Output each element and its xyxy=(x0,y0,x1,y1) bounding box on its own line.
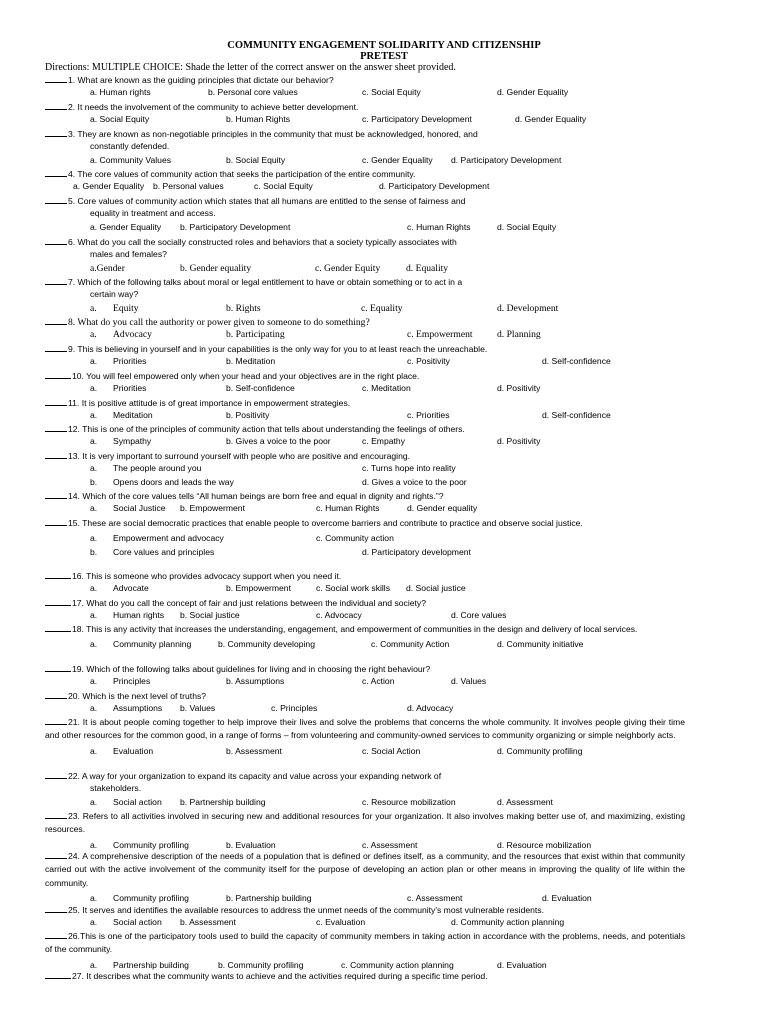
option-d: d. Values xyxy=(451,676,487,687)
option-d: d. Gender Equality xyxy=(497,87,569,98)
option-c: c. Turns hope into reality xyxy=(362,463,456,474)
question-2 xyxy=(45,100,685,127)
question-text: 18. This is any activity that increases the understanding, engagement, and empowerment of communities in the design and delivery of local services. xyxy=(72,624,638,634)
answer-blank xyxy=(45,315,67,325)
option-b: b. Gender equality xyxy=(180,262,252,274)
question-text: 25. It serves and identifies the available resources to address the unmet needs of the community's most vulnerable residents. xyxy=(68,905,544,915)
option-c: c. Resource mobilization xyxy=(362,796,456,807)
option-a-letter: a. xyxy=(90,745,98,756)
answer-blank xyxy=(45,689,67,699)
option-b: b. Community profiling xyxy=(218,959,304,970)
question-18 xyxy=(45,622,685,652)
option-c: c. Empathy xyxy=(362,436,405,447)
question-20 xyxy=(45,689,685,716)
question-text: 21. It is about people coming together to help improve their lives and solve the problems that concerns the whole community. It involves people giving their time and other resources for the common good, in a range of forms – from volunteering and community-owned services to community organizing or simple neighborly acts. xyxy=(45,717,685,741)
question-14 xyxy=(45,489,685,516)
option-a: a. Gender Equality xyxy=(90,221,162,232)
question-22 xyxy=(45,769,685,809)
option-a-letter: a. xyxy=(90,839,98,850)
answer-blank xyxy=(45,809,67,819)
answer-blank xyxy=(45,167,67,177)
option-a: Social Justice xyxy=(113,503,166,514)
option-b: b. Values xyxy=(180,703,216,714)
option-b: b. Partnership building xyxy=(226,893,312,904)
option-b: Core values and principles xyxy=(113,546,215,557)
answer-blank xyxy=(45,489,67,499)
question-4 xyxy=(45,167,685,194)
question-text: 10. You will feel empowered only when your head and your objectives are in the right place. xyxy=(72,371,420,381)
option-b: b. Positivity xyxy=(226,410,270,421)
question-text: 23. Refers to all activities involved in securing new and additional resources for your organization. It also involves making better use of, and maximizing, existing resources. xyxy=(45,811,685,835)
option-c: c. Evaluation xyxy=(316,917,366,928)
option-b: b. Empowerment xyxy=(180,503,245,514)
option-a: Priorities xyxy=(113,383,147,394)
answer-blank xyxy=(45,127,67,137)
option-a: Social action xyxy=(113,917,162,928)
option-c: c. Assessment xyxy=(362,839,418,850)
option-c: c. Equality xyxy=(361,302,403,314)
answer-blank xyxy=(45,769,67,779)
answer-blank xyxy=(45,194,67,204)
question-7 xyxy=(45,275,685,315)
answer-blank xyxy=(45,396,67,406)
answer-blank xyxy=(45,596,71,606)
option-b-letter: b. xyxy=(90,546,98,557)
option-d: d. Community action planning xyxy=(451,917,565,928)
option-b: b. Meditation xyxy=(226,356,276,367)
option-c: c. Social Equity xyxy=(362,87,421,98)
option-d: d. Advocacy xyxy=(407,703,454,714)
answer-blank xyxy=(45,73,67,83)
option-d: d. Participatory Development xyxy=(451,154,562,165)
option-a-letter: a. xyxy=(90,610,98,621)
option-c: c. Empowerment xyxy=(407,329,473,341)
option-b: b. Participating xyxy=(226,329,285,341)
option-d: d. Participatory Development xyxy=(379,181,490,192)
question-8 xyxy=(45,315,685,342)
option-c: c. Community action planning xyxy=(341,959,454,970)
option-c: c. Social Equity xyxy=(254,181,313,192)
question-continuation: stakeholders. xyxy=(90,783,142,794)
option-a-letter: a. xyxy=(90,302,97,314)
option-d: d. Social Equity xyxy=(497,221,557,232)
answer-blank xyxy=(45,342,67,352)
option-c: c. Social Action xyxy=(362,745,421,756)
question-text: 14. Which of the core values tells “All human beings are born free and equal in dignity and rights.”? xyxy=(68,491,444,501)
option-a: Social action xyxy=(113,796,162,807)
option-d: d. Core values xyxy=(451,610,507,621)
question-text: 12. This is one of the principles of community action that tells about understanding the feelings of others. xyxy=(68,424,465,434)
question-continuation: constantly defended. xyxy=(90,141,170,152)
option-d: d. Evaluation xyxy=(542,893,592,904)
directions: Directions: MULTIPLE CHOICE: Shade the letter of the correct answer on the answer sheet provided. xyxy=(45,62,456,73)
option-c: c. Gender Equality xyxy=(362,154,433,165)
option-a-letter: a. xyxy=(90,583,98,594)
question-24 xyxy=(45,849,685,906)
question-12 xyxy=(45,422,685,449)
answer-blank xyxy=(45,715,67,725)
question-19 xyxy=(45,662,685,689)
question-continuation: males and females? xyxy=(90,249,167,260)
option-d: d. Resource mobilization xyxy=(497,839,592,850)
option-b: b. Assessment xyxy=(226,745,282,756)
question-25 xyxy=(45,903,685,930)
option-a: Assumptions xyxy=(113,703,163,714)
option-b: b. Participatory Development xyxy=(180,221,291,232)
question-continuation: certain way? xyxy=(90,289,139,300)
option-c: c. Principles xyxy=(271,703,318,714)
question-text: 16. This is someone who provides advocacy support when you need it. xyxy=(72,571,342,581)
option-a-letter: a. xyxy=(90,639,98,650)
answer-blank xyxy=(45,449,67,459)
option-d: d. Gender equality xyxy=(407,503,478,514)
option-c: c. Community action xyxy=(316,533,394,544)
option-b: b. Evaluation xyxy=(226,839,276,850)
option-d: d. Social justice xyxy=(406,583,466,594)
question-text: 6. What do you call the socially constructed roles and behaviors that a society typically associates with xyxy=(68,237,457,247)
option-a: Partnership building xyxy=(113,959,189,970)
option-b: b. Assessment xyxy=(180,917,236,928)
option-a: Equity xyxy=(113,302,139,314)
option-d: d. Assessment xyxy=(497,796,553,807)
question-16 xyxy=(45,569,685,596)
question-1 xyxy=(45,73,685,100)
answer-blank xyxy=(45,369,71,379)
option-d: d. Participatory development xyxy=(362,546,471,557)
option-d: d. Positivity xyxy=(497,383,541,394)
option-a-letter: a. xyxy=(90,703,98,714)
option-c: c. Meditation xyxy=(362,383,411,394)
question-text: 8. What do you call the authority or power given to someone to do something? xyxy=(68,317,370,328)
question-text: 20. Which is the next level of truths? xyxy=(68,691,207,701)
option-c: c. Assessment xyxy=(407,893,463,904)
question-9 xyxy=(45,342,685,369)
option-a: a. Social Equity xyxy=(90,114,150,125)
option-b: b. Partnership building xyxy=(180,796,266,807)
question-5 xyxy=(45,194,685,234)
question-21 xyxy=(45,715,685,758)
option-a: Community profiling xyxy=(113,839,189,850)
option-a: Priorities xyxy=(113,356,147,367)
option-a: Sympathy xyxy=(113,436,152,447)
option-d: d. Planning xyxy=(497,329,541,341)
option-d: d. Equality xyxy=(406,262,449,274)
option-d: d. Positivity xyxy=(497,436,541,447)
option-a-letter: a. xyxy=(90,329,97,341)
option-d: d. Evaluation xyxy=(497,959,547,970)
option-a-letter: a. xyxy=(90,503,98,514)
option-a-letter: a. xyxy=(90,959,98,970)
option-a-letter: a. xyxy=(90,676,98,687)
option-a: Advocacy xyxy=(113,329,152,341)
question-text: 22. A way for your organization to expand its capacity and value across your expanding network of xyxy=(68,771,442,781)
answer-blank xyxy=(45,516,67,526)
question-text: 4. The core values of community action that seeks the participation of the entire community. xyxy=(68,169,416,179)
question-11 xyxy=(45,396,685,423)
option-c: c. Gender Equity xyxy=(315,262,381,274)
option-a-letter: a. xyxy=(90,796,98,807)
question-text: 26.This is one of the participatory tools used to build the capacity of community members in taking action in accordance with the problems, needs, and potentials of the community. xyxy=(45,931,685,955)
option-a-letter: a. xyxy=(90,356,98,367)
option-a: a. Human rights xyxy=(90,87,151,98)
option-a-letter: a. xyxy=(90,383,98,394)
option-a-letter: a. xyxy=(90,410,98,421)
option-a-letter: a. xyxy=(90,463,98,474)
option-c: c. Positivity xyxy=(407,356,450,367)
answer-blank xyxy=(45,849,67,859)
option-a: a. Gender Equality xyxy=(73,181,145,192)
option-a: Community profiling xyxy=(113,893,189,904)
question-text: 11. It is positive attitude is of great importance in empowerment strategies. xyxy=(68,398,351,408)
option-b: b. Rights xyxy=(226,302,261,314)
question-23 xyxy=(45,809,685,852)
document-title: COMMUNITY ENGAGEMENT SOLIDARITY AND CITIZENSHIP xyxy=(227,40,541,51)
option-a: Meditation xyxy=(113,410,153,421)
option-a: Advocate xyxy=(113,583,149,594)
option-b: b. Self-confidence xyxy=(226,383,295,394)
option-c: c. Social work skills xyxy=(316,583,391,594)
option-a-letter: a. xyxy=(90,533,98,544)
question-text: 9. This is believing in yourself and in your capabilities is the only way for you to at least reach the unreachable. xyxy=(68,344,488,354)
option-d: d. Development xyxy=(497,302,559,314)
option-d: d. Gender Equality xyxy=(515,114,587,125)
question-text: 2. It needs the involvement of the community to achieve better development. xyxy=(68,102,359,112)
option-a: Human rights xyxy=(113,610,165,621)
option-a: Empowerment and advocacy xyxy=(113,533,224,544)
option-a: Evaluation xyxy=(113,745,154,756)
answer-blank xyxy=(45,929,67,939)
option-d: d. Community initiative xyxy=(497,639,584,650)
option-a: Community planning xyxy=(113,639,192,650)
option-a: a. Community Values xyxy=(90,154,172,165)
option-d: d. Self-confidence xyxy=(542,356,611,367)
option-a: The people around you xyxy=(113,463,202,474)
option-b: b. Social justice xyxy=(180,610,240,621)
option-b: b. Personal values xyxy=(153,181,224,192)
question-text: 24. A comprehensive description of the needs of a population that is defined or defines itself, as a community, and the resources that exist within that community carried out with the active involvement of the community itself for the purpose of developing an action plan or other means in improving the quality of life within the community. xyxy=(45,851,685,888)
option-b: b. Assumptions xyxy=(226,676,285,687)
option-d: d. Self-confidence xyxy=(542,410,611,421)
option-b-letter: b. xyxy=(90,476,98,487)
question-3 xyxy=(45,127,685,167)
question-text: 27. It describes what the community wants to achieve and the activities required during a specific time period. xyxy=(72,971,488,981)
option-b: b. Community developing xyxy=(218,639,315,650)
question-text: 15. These are social democratic practices that enable people to overcome barriers and contribute to practice and observe social justice. xyxy=(68,518,583,528)
option-c: c. Human Rights xyxy=(407,221,471,232)
question-27 xyxy=(45,969,685,982)
option-a-letter: a. xyxy=(90,436,98,447)
option-c: c. Human Rights xyxy=(316,503,380,514)
question-text: 3. They are known as non-negotiable principles in the community that must be acknowledged, honored, and xyxy=(68,129,478,139)
question-text: 17. What do you call the concept of fair and just relations between the individual and society? xyxy=(72,598,426,608)
option-c: c. Action xyxy=(362,676,395,687)
option-c: c. Advocacy xyxy=(316,610,362,621)
answer-blank xyxy=(45,662,71,672)
question-text: 1. What are known as the guiding principles that dictate our behavior? xyxy=(68,75,334,85)
question-text: 5. Core values of community action which states that all humans are entitled to the sense of fairness and xyxy=(68,196,466,206)
question-15 xyxy=(45,516,685,559)
answer-blank xyxy=(45,235,67,245)
option-a-letter: a. xyxy=(90,917,98,928)
option-b: b. Personal core values xyxy=(208,87,298,98)
question-10 xyxy=(45,369,685,396)
question-26 xyxy=(45,929,685,972)
option-d: d. Gives a voice to the poor xyxy=(362,476,467,487)
question-6 xyxy=(45,235,685,275)
question-text: 19. Which of the following talks about guidelines for living and in choosing the right behaviour? xyxy=(72,664,431,674)
document-subtitle: PRETEST xyxy=(360,51,408,62)
option-b: b. Human Rights xyxy=(226,114,291,125)
option-a: a.Gender xyxy=(90,262,125,274)
answer-blank xyxy=(45,622,71,632)
answer-blank xyxy=(45,969,71,979)
option-b: b. Gives a voice to the poor xyxy=(226,436,331,447)
answer-blank xyxy=(45,275,67,285)
option-b: b. Social Equity xyxy=(226,154,286,165)
option-d: d. Community profiling xyxy=(497,745,583,756)
question-continuation: equality in treatment and access. xyxy=(90,208,216,219)
option-b: b. Empowerment xyxy=(226,583,291,594)
answer-blank xyxy=(45,569,71,579)
question-text: 7. Which of the following talks about moral or legal entitlement to have or obtain something or to act in a xyxy=(68,277,463,287)
option-a: Principles xyxy=(113,676,151,687)
question-text: 13. It is very important to surround yourself with people who are positive and encouraging. xyxy=(68,451,411,461)
option-a-letter: a. xyxy=(90,893,98,904)
answer-blank xyxy=(45,100,67,110)
option-c: c. Community Action xyxy=(371,639,450,650)
question-17 xyxy=(45,596,685,623)
option-b: Opens doors and leads the way xyxy=(113,476,234,487)
question-13 xyxy=(45,449,685,489)
option-c: c. Participatory Development xyxy=(362,114,472,125)
option-c: c. Priorities xyxy=(407,410,450,421)
answer-blank xyxy=(45,903,67,913)
answer-blank xyxy=(45,422,67,432)
